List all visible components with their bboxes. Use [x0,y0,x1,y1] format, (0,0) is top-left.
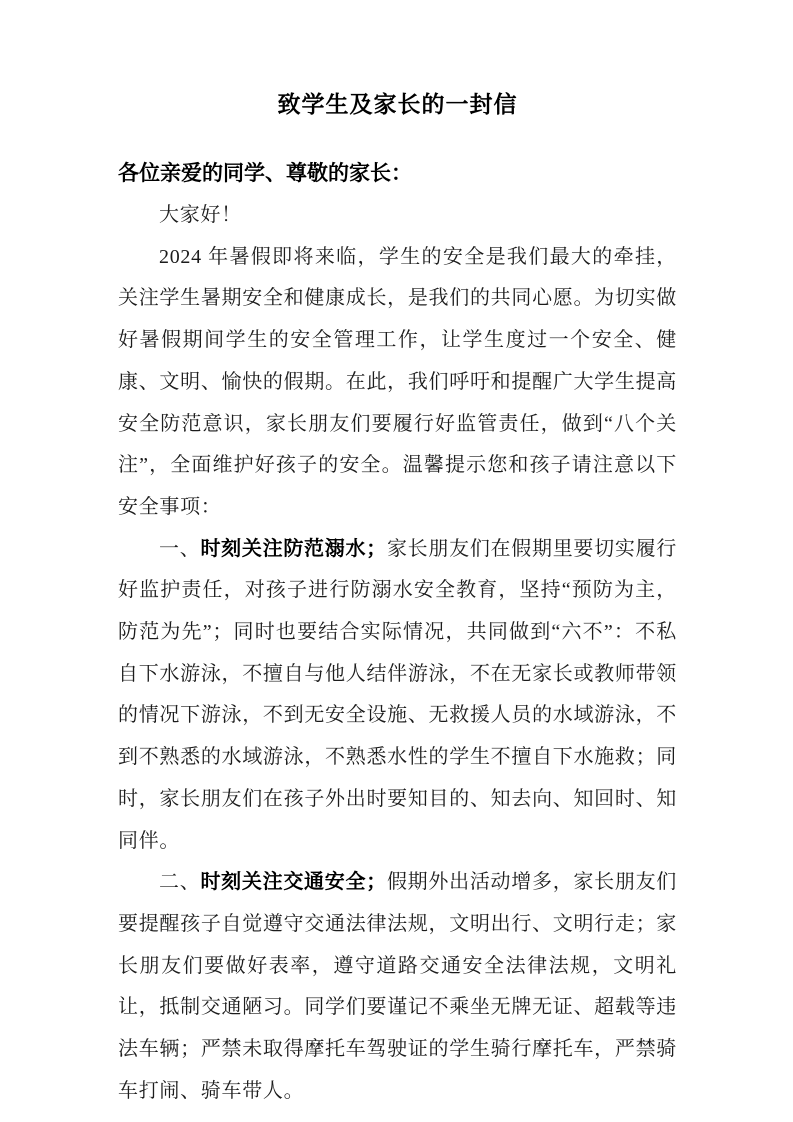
document-body [118,195,677,1112]
document-title: 致学生及家长的一封信 [277,91,518,117]
section-2-heading: 时刻关注交通安全； [200,871,387,894]
section-2-text: 假期外出活动增多，家长朋友们要提醒孩子自觉遵守交通法律法规，文明出行、文明行走；家长朋友们要做好表率，遵守道路交通安全法律法规，文明礼让，抵制交通陋习。同学们要谨记不乘坐无牌无证、超载等违法车辆；严禁未取得摩托车驾驶证的学生骑行摩托车，严禁骑车打闹、骑车带人。 [118,871,677,1102]
section-1-text: 家长朋友们在假期里要切实履行好监护责任，对孩子进行防溺水安全教育，坚持“预防为主，防范为先”；同时也要结合实际情况，共同做到“六不”：不私自下水游泳，不擅自与他人结伴游泳，不在无家长或教师带领的情况下游泳，不到无安全设施、无救援人员的水域游泳，不到不熟悉的水域游泳，不熟悉水性的学生不擅自下水施救；同时，家长朋友们在孩子外出时要知目的、知去向、知回时、知同伴。 [118,537,677,852]
intro-paragraph-text: 2024 年暑假即将来临，学生的安全是我们最大的牵挂，关注学生暑期安全和健康成长，是我们的共同心愿。为切实做好暑假期间学生的安全管理工作，让学生度过一个安全、健康、文明、愉快的假期。在此，我们呼吁和提醒广大学生提高安全防范意识，家长朋友们要履行好监管责任，做到“八个关注”，全面维护好孩子的安全。温馨提示您和孩子请注意以下安全事项： [118,245,677,518]
section-1-heading: 时刻关注防范溺水； [200,537,387,560]
section-2-number: 二、 [159,871,201,894]
section-1-number: 一、 [159,537,201,560]
salutation-line: 各位亲爱的同学、尊敬的家长： [118,162,412,185]
intro-paragraph [118,237,677,529]
section-2-traffic-safety [118,862,677,1112]
greeting-line: 大家好！ [159,204,242,226]
section-1-drowning-safety [118,529,677,863]
